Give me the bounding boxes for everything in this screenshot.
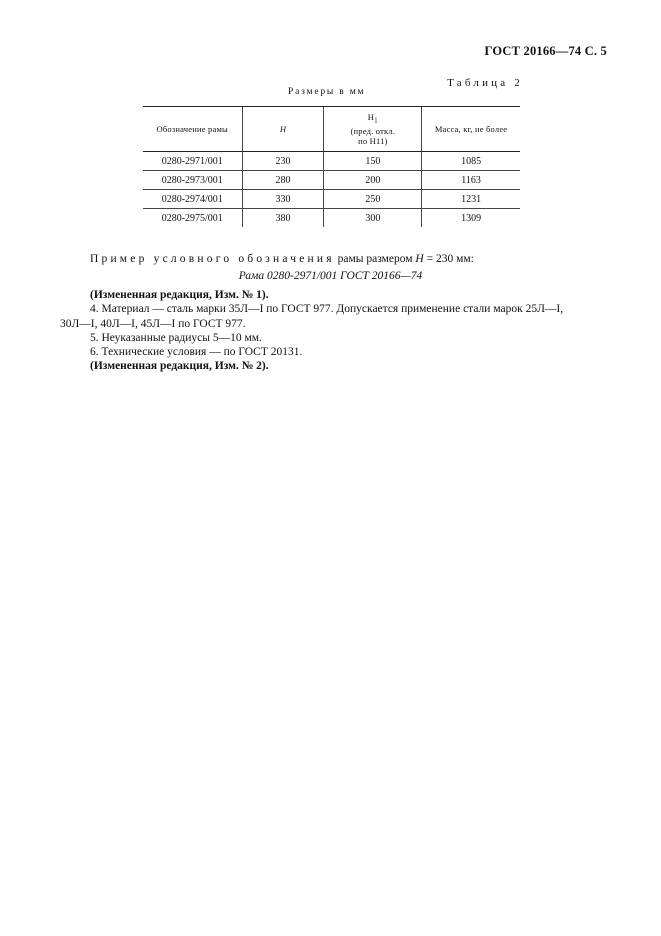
column-header-mass: Масса, кг, не более xyxy=(422,107,520,152)
item-4-material xyxy=(60,302,605,331)
example-variable: H xyxy=(415,253,424,265)
table-row xyxy=(143,190,520,209)
h1-symbol: H xyxy=(367,112,375,123)
cell-h1: 150 xyxy=(324,152,422,171)
column-header-designation: Обозначение рамы xyxy=(143,107,242,152)
example-designation-value: Рама 0280-2971/001 ГОСТ 20166—74 xyxy=(238,270,423,282)
cell-designation: 0280-2975/001 xyxy=(161,212,223,224)
cell-mass: 1309 xyxy=(422,209,520,228)
table-row xyxy=(143,209,520,228)
item-5-radii: 5. Неуказанные радиусы 5—10 мм. xyxy=(90,332,262,344)
cell-h1: 200 xyxy=(324,171,422,190)
cell-designation: 0280-2973/001 xyxy=(143,171,242,190)
table-number-label: Таблица 2 xyxy=(447,77,523,89)
h1-note-line1: (пред. откл. xyxy=(350,125,396,136)
frame-sizes-table xyxy=(143,106,520,227)
example-tail-before: рамы размером xyxy=(334,253,416,265)
table-row xyxy=(143,152,520,171)
cell-h: 330 xyxy=(242,190,324,209)
h1-symbol-line xyxy=(326,112,419,126)
cell-h: 280 xyxy=(242,171,324,190)
cell-h: 230 xyxy=(242,152,324,171)
h-symbol: H xyxy=(279,124,287,134)
cell-mass: 1163 xyxy=(422,171,520,190)
column-header-h1 xyxy=(324,107,422,152)
cell-h1: 250 xyxy=(324,190,422,209)
edit-note-2: (Измененная редакция, Изм. № 2). xyxy=(90,360,269,372)
cell-h1: 300 xyxy=(324,209,422,228)
item-4-line-2: 30Л—I, 40Л—I, 45Л—I по ГОСТ 977. xyxy=(60,317,246,330)
column-header-h xyxy=(242,107,324,152)
cell-mass: 1231 xyxy=(422,190,520,209)
h1-note-line2: по H11) xyxy=(358,135,388,146)
item-6-specs: 6. Технические условия — по ГОСТ 20131. xyxy=(90,346,303,358)
example-designation-line xyxy=(90,252,605,267)
cell-designation: 0280-2971/001 xyxy=(143,152,242,171)
cell-mass: 1085 xyxy=(422,152,520,171)
cell-designation: 0280-2974/001 xyxy=(143,190,242,209)
page-header: ГОСТ 20166—74 С. 5 xyxy=(484,44,607,58)
cell-h: 380 xyxy=(242,209,324,228)
h1-index: 1 xyxy=(374,116,378,125)
item-4-line-1: 4. Материал — сталь марки 35Л—I по ГОСТ 977. Допускается применение стали марок 25Л—I, xyxy=(90,303,564,315)
table-header-row xyxy=(143,107,520,152)
example-lead: Пример условного обозначения xyxy=(90,253,335,265)
table-row xyxy=(143,171,520,190)
edit-note-1: (Измененная редакция, Изм. № 1). xyxy=(90,289,269,301)
table-units-caption: Размеры в мм xyxy=(288,87,366,97)
example-tail-after: = 230 мм: xyxy=(423,253,474,265)
